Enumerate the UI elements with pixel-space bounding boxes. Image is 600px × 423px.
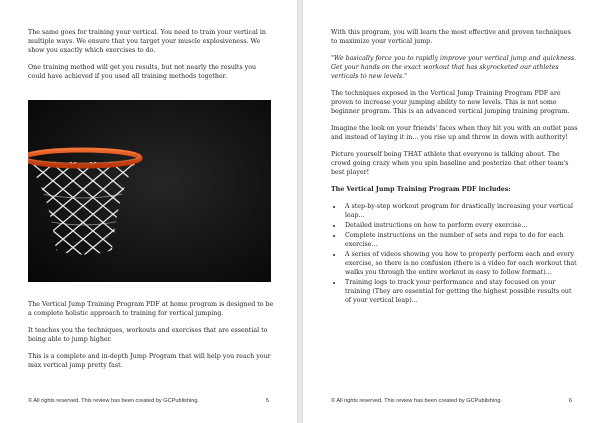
page-6 <box>303 0 600 423</box>
section-heading: The Vertical Jump Training Program PDF includes: <box>331 186 511 193</box>
page-footer <box>331 398 572 404</box>
paragraph: Imagine the look on your friends' faces when they hit you with an outlet pass and instead of laying it in… you rise up and throw in down with authority! <box>331 125 578 141</box>
list-item: • Complete instructions on the number of sets and reps to do for each exercise… <box>343 231 578 249</box>
paragraph: The Vertical Jump Training Program PDF at home program is designed to be a complete holistic approach to training for vertical jumping. <box>28 301 274 317</box>
paragraph: With this program, you will learn the most effective and proven techniques to maximize your vertical jump. <box>331 29 571 45</box>
copyright-text: © All rights reserved. This review has been created by GCPublishing. <box>28 398 199 404</box>
left-body <box>28 300 275 378</box>
page-5 <box>0 0 297 423</box>
paragraph: The techniques exposed in the Vertical Jump Training Program PDF are proven to increase your jumping ability to new levels. This is not some beginner program. This is an advanced vertical jumping training program. <box>331 90 570 115</box>
copyright-text: © All rights reserved. This review has been created by GCPublishing. <box>331 398 502 404</box>
paragraph: Picture yourself being THAT athlete that everyone is talking about. The crowd going crazy when you spin baseline and posterize that other team's best player! <box>331 151 569 176</box>
page-footer <box>28 398 269 404</box>
list-item: • Training logs to track your performance and stay focused on your training (They are essential for getting the highest possible results out of your vertical leap)… <box>343 278 578 305</box>
left-intro <box>28 28 275 89</box>
list-item: • Detailed instructions on how to perform every exercise… <box>343 221 578 230</box>
hoop-illustration <box>28 100 271 282</box>
page-number: 5 <box>265 398 269 404</box>
list-item: • A series of videos showing you how to properly perform each and every exercise, so there is no confusion (there is a video for each workout that walks you through the entire workout in easy to follow format)… <box>343 250 578 277</box>
paragraph: It teaches you the techniques, workouts and exercises that are essential to being able to jump higher. <box>28 327 268 343</box>
paragraph: The same goes for training your vertical. You need to train your vertical in multiple ways. We ensure that you target your muscle explosiveness. We show you exactly which exercises to do. <box>28 29 266 54</box>
list-item: • A step-by-step workout program for drastically increasing your vertical leap… <box>343 202 578 220</box>
features-list <box>331 202 578 305</box>
paragraph: One training method will get you results, but not nearly the results you could have achieved if you used all training methods together. <box>28 64 257 80</box>
right-content <box>331 28 578 306</box>
rim <box>28 150 140 166</box>
paragraph: This is a complete and in-depth Jump Program that will help you reach your max vertical jump pretty fast. <box>28 353 271 369</box>
net <box>28 160 248 260</box>
quote: "We basically force you to rapidly improve your vertical jump and quickness. Get your hands on the exact workout that has skyrocketed our athletes verticals to new levels." <box>331 55 577 80</box>
page-number: 6 <box>568 398 572 404</box>
basketball-hoop-photo <box>28 100 271 282</box>
